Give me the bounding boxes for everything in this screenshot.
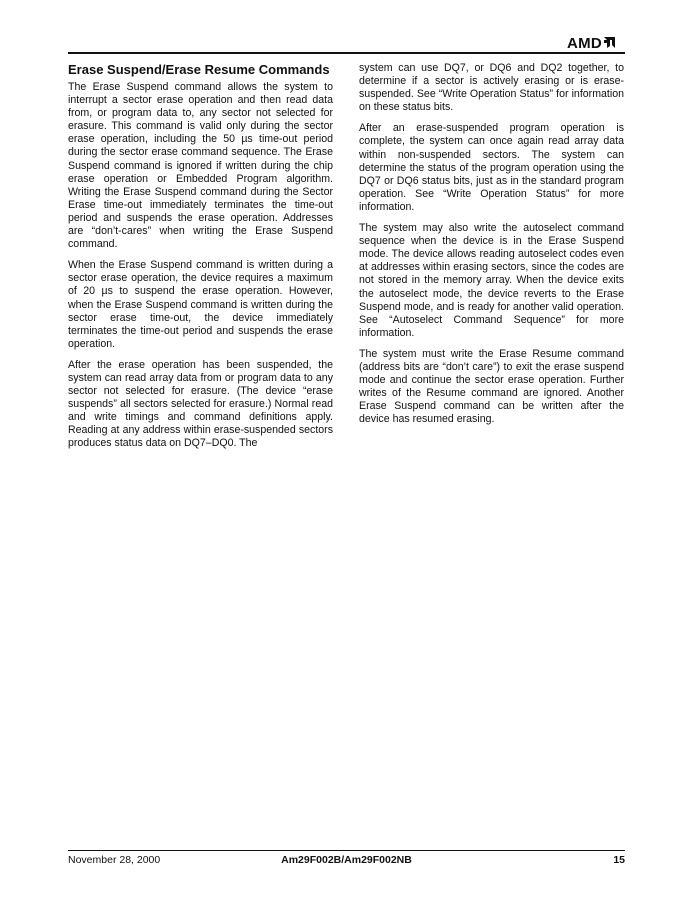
amd-arrow-icon xyxy=(604,35,615,52)
left-column xyxy=(68,62,333,459)
section-heading: Erase Suspend/Erase Resume Commands xyxy=(68,62,330,77)
right-column xyxy=(359,62,624,434)
paragraph: After the erase operation has been suspended, the system can read array data from or program data to any sector not selected for erasure. (The device “erase suspends” all sectors selected for erasure.) Normal read and write timings and command definitions apply. Reading at any address within erase-suspended sectors produces status data on DQ7–DQ0. The xyxy=(68,358,333,450)
page-number: 15 xyxy=(613,854,625,866)
header-rule xyxy=(68,52,625,54)
footer-rule xyxy=(68,850,625,851)
amd-logo xyxy=(567,35,615,52)
paragraph: The Erase Suspend command allows the system to interrupt a sector erase operation and then read data from, or program data to, any sector not selected for erasure. This command is valid only during the sector erase operation, including the 50 µs time-out period during the sector erase command sequence. The Erase Suspend command is ignored if written during the chip erase operation or Embedded Program algorithm. Writing the Erase Suspend command during the Sector Erase time-out immediately terminates the time-out period and suspends the erase operation. Addresses are “don’t-cares” when writing the Erase Suspend command. xyxy=(68,81,333,251)
footer-doc-id: Am29F002B/Am29F002NB xyxy=(281,854,412,866)
footer-date: November 28, 2000 xyxy=(68,854,161,866)
paragraph: The system may also write the autoselect command sequence when the device is in the Erase Suspend mode. The device allows reading autoselect codes even at addresses within erasing sectors, since the codes are not stored in the memory array. When the device exits the autoselect mode, the device reverts to the Erase Suspend mode, and is ready for another valid operation. See “Autoselect Command Sequence” for more information. xyxy=(359,222,624,339)
paragraph: system can use DQ7, or DQ6 and DQ2 together, to determine if a sector is actively erasing or is erase-suspended. See “Write Operation Status” for information on these status bits. xyxy=(359,62,624,114)
paragraph: After an erase-suspended program operation is complete, the system can once again read array data within non-suspended sectors. The system can determine the status of the program operation using the DQ7 or DQ6 status bits, just as in the standard program operation. See “Write Operation Status” for more information. xyxy=(359,122,624,213)
paragraph: When the Erase Suspend command is written during a sector erase operation, the device requires a maximum of 20 µs to suspend the erase operation. However, when the Erase Suspend command is written during the sector erase time-out, the device immediately terminates the time-out period and suspends the erase operation. xyxy=(68,259,333,350)
paragraph: The system must write the Erase Resume command (address bits are “don’t care”) to exit the erase suspend mode and continue the sector erase operation. Further writes of the Resume command are ignored. Another Erase Suspend command can be written after the device has resumed erasing. xyxy=(359,347,624,426)
logo-text: AMD xyxy=(567,35,603,52)
